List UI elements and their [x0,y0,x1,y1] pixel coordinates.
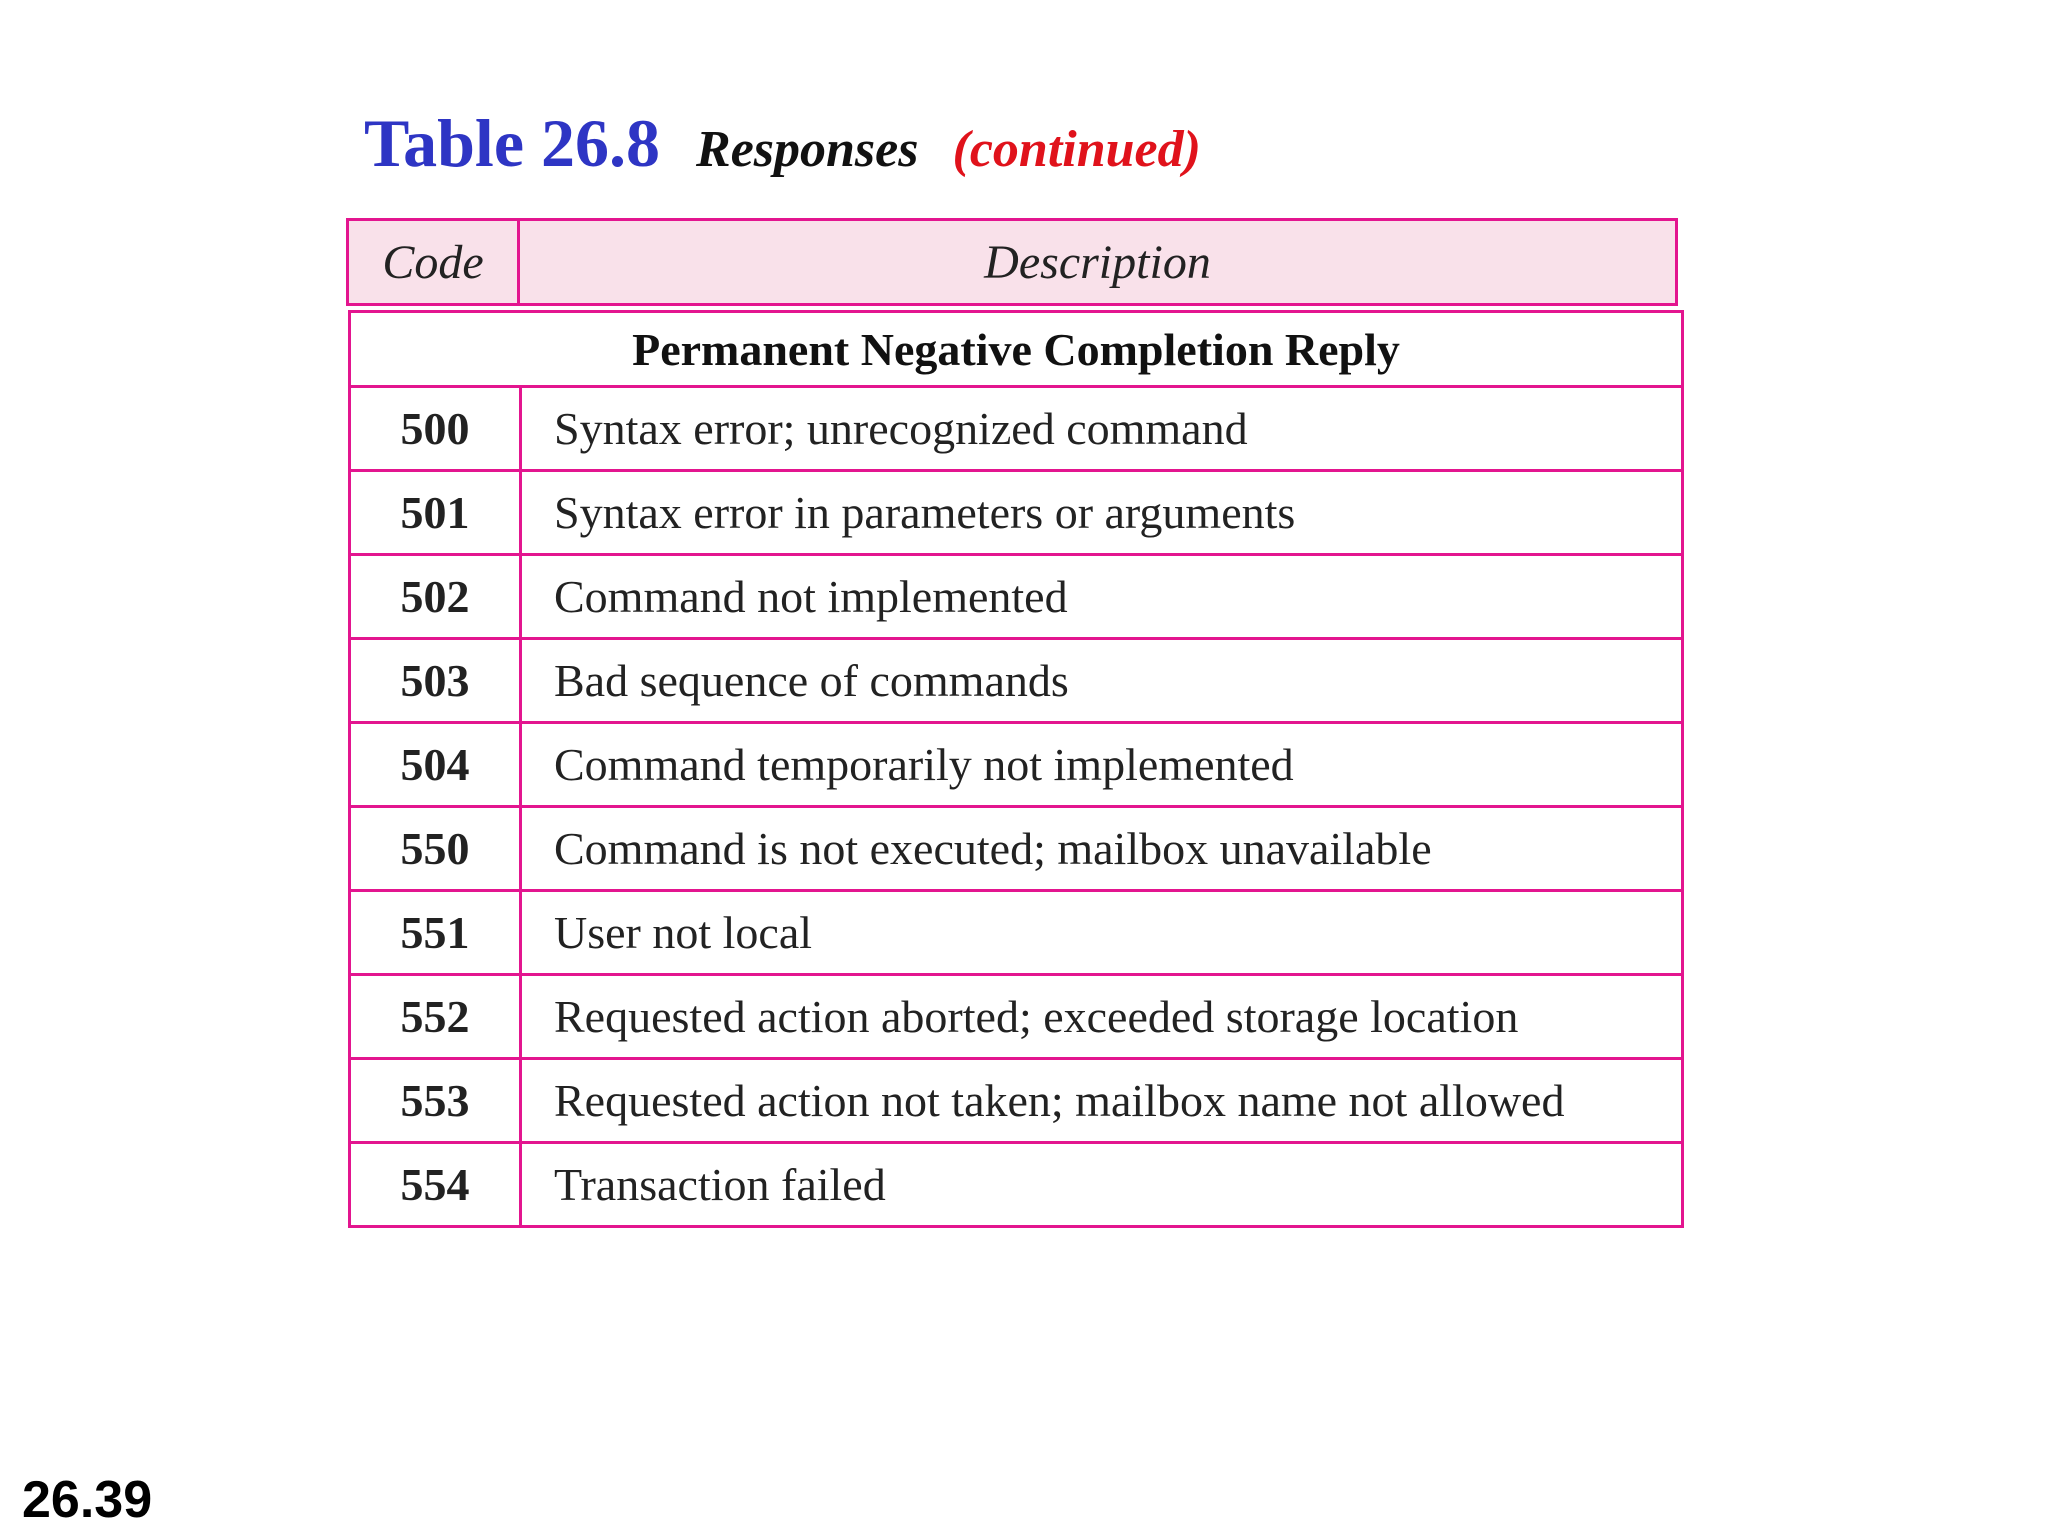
description-cell: Command temporarily not implemented [554,739,1294,790]
table-row [348,808,1684,892]
table-row [348,892,1684,976]
code-cell: 501 [351,472,522,553]
table-name: Responses [696,121,919,178]
table-title [364,104,1201,184]
code-cell: 554 [351,1144,522,1225]
description-cell: Syntax error; unrecognized command [554,403,1248,454]
code-cell: 550 [351,808,522,889]
table-row [348,640,1684,724]
table-row [348,976,1684,1060]
table-row [348,388,1684,472]
continued-label: (continued) [952,121,1201,178]
description-cell: Requested action not taken; mailbox name not allowed [554,1075,1565,1126]
code-cell: 504 [351,724,522,805]
code-cell: 500 [351,388,522,469]
section-header-row [348,310,1684,388]
responses-table [346,218,1680,1228]
description-cell: Requested action aborted; exceeded storage location [554,991,1519,1042]
section-title: Permanent Negative Completion Reply [632,323,1400,375]
table-row [348,724,1684,808]
code-cell: 551 [351,892,522,973]
header-description: Description [984,235,1211,289]
table-header-row [346,218,1678,306]
description-cell: Syntax error in parameters or arguments [554,487,1296,538]
code-cell: 552 [351,976,522,1057]
description-cell: Command not implemented [554,571,1068,622]
page-number: 26.39 [22,1471,153,1529]
code-cell: 503 [351,640,522,721]
table-row [348,472,1684,556]
description-cell: Bad sequence of commands [554,655,1069,706]
code-cell: 502 [351,556,522,637]
table-row [348,1144,1684,1228]
table-number: Table 26.8 [364,105,661,181]
description-cell: User not local [554,907,813,958]
description-cell: Command is not executed; mailbox unavailable [554,823,1432,874]
header-code: Code [349,221,520,303]
code-cell: 553 [351,1060,522,1141]
table-row [348,1060,1684,1144]
table-row [348,556,1684,640]
description-cell: Transaction failed [554,1159,886,1210]
